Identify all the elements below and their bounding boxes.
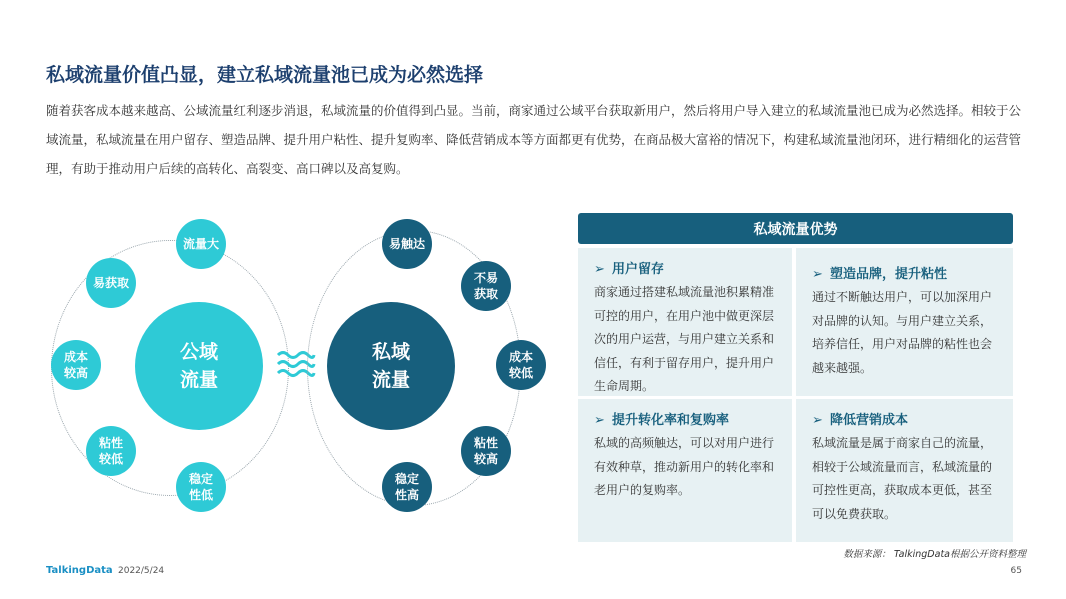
private-node-5: 稳定 性高: [382, 462, 432, 512]
arrow-bullet-icon: ➢: [812, 413, 823, 428]
advantage-title: ➢ 塑造品牌，提升粘性: [812, 267, 948, 282]
advantage-text: 商家通过搭建私域流量池积累精准可控的用户，在用户池中做更深层次的用户运营，与用户建立关系和信任，有利于留存用户，提升用户生命周期。: [594, 285, 775, 393]
private-node-4: 粘性 较高: [461, 426, 511, 476]
arrow-bullet-icon: ➢: [594, 262, 605, 277]
private-traffic-circle: 私域 流量: [327, 302, 455, 430]
advantage-title: ➢ 用户留存: [594, 262, 665, 277]
page-number: 65: [1010, 566, 1022, 576]
arrow-bullet-icon: ➢: [812, 267, 823, 282]
private-node-1: 易触达: [382, 219, 432, 269]
footer-date: 2022/5/24: [118, 566, 165, 576]
private-node-2: 不易 获取: [461, 261, 511, 311]
arrow-bullet-icon: ➢: [594, 413, 605, 428]
page-title: 私域流量价值凸显，建立私域流量池已成为必然选择: [46, 64, 484, 86]
public-traffic-circle: 公域 流量: [135, 302, 263, 430]
intro-paragraph: 随着获客成本越来越高、公域流量红利逐步消退，私域流量的价值得到凸显。当前，商家通过公域平台获取新用户，然后将用户导入建立的私域流量池已成为必然选择。相较于公域流量，私域流量在用户留存、塑造品牌、提升用户粘性、提升复购率、降低营销成本等方面都更有优势，在商品极大富裕的情况下，构建私域流量池闭环，进行精细化的运营管理，有助于推动用户后续的高转化、高裂变、高口碑以及高复购。: [46, 103, 1022, 176]
advantage-text: 私域流量是属于商家自己的流量，相较于公域流量而言，私域流量的可控性更高，获取成本更低，甚至可以免费获取。: [812, 436, 993, 521]
advantage-text: 私域的高频触达，可以对用户进行有效种草，推动新用户的转化率和老用户的复购率。: [594, 436, 775, 497]
advantage-cell-cost: [796, 399, 1013, 542]
public-node-4: 粘性 较低: [86, 426, 136, 476]
public-node-1: 流量大: [176, 219, 226, 269]
advantage-title: ➢ 提升转化率和复购率: [594, 413, 730, 428]
advantage-text: 通过不断触达用户，可以加深用户对品牌的认知。与用户建立关系，培养信任，用户对品牌的粘性也会越来越强。: [812, 290, 993, 375]
advantages-header: 私域流量优势: [578, 213, 1013, 244]
traffic-diagram: [0, 200, 570, 530]
private-node-3: 成本 较低: [496, 340, 546, 390]
advantage-title: ➢ 降低营销成本: [812, 413, 909, 428]
data-source-note: 数据来源： TalkingData根据公开资料整理: [843, 549, 1026, 560]
advantage-cell-brand: [796, 248, 1013, 396]
public-node-5: 稳定 性低: [176, 462, 226, 512]
public-node-2: 易获取: [86, 258, 136, 308]
public-node-3: 成本 较高: [51, 340, 101, 390]
advantage-cell-retention: [578, 248, 792, 396]
advantage-cell-conversion: [578, 399, 792, 542]
talkingdata-logo: TalkingData: [46, 565, 113, 576]
